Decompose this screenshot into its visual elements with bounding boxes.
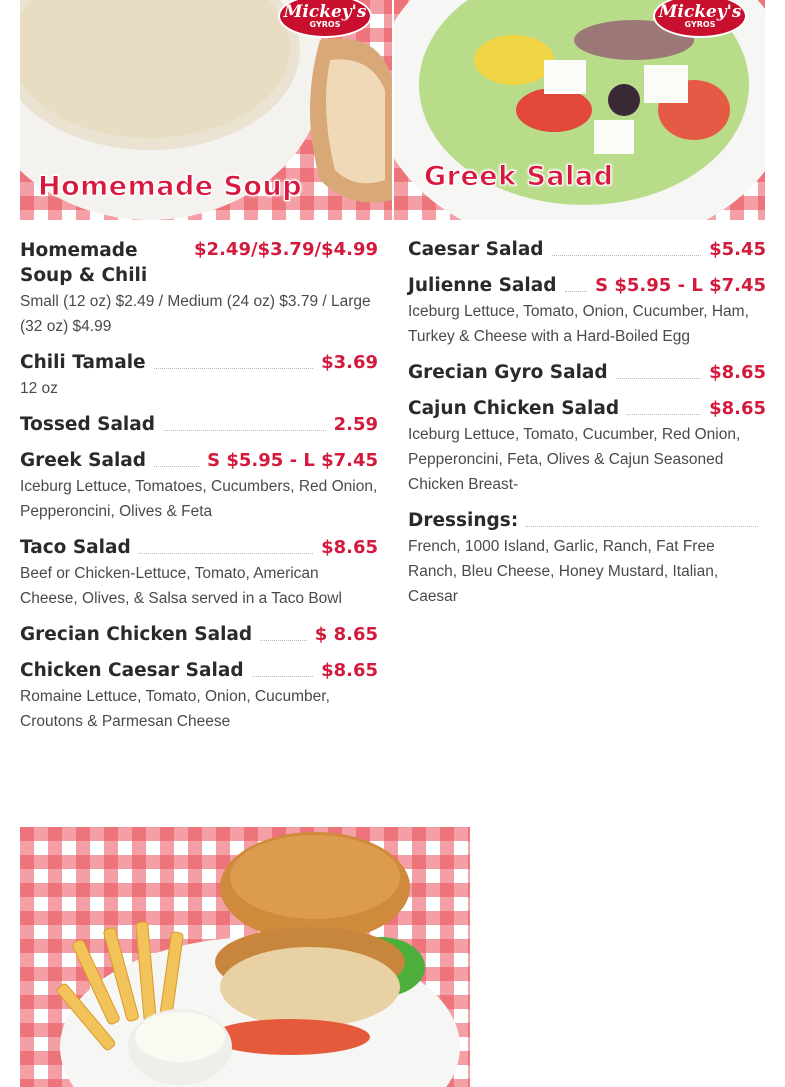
leader-dots [616,378,701,379]
item-description: Small (12 oz) $2.49 / Medium (24 oz) $3.79 / Large (32 oz) $4.99 [20,293,371,335]
item-name: Caesar Salad [408,239,544,260]
item-name: Julienne Salad [408,275,557,296]
leader-dots [526,526,758,527]
leader-dots [154,368,313,369]
photo-caption: Homemade Soup [38,171,303,202]
menu-item [20,623,378,647]
menu-item [408,361,766,385]
mickeys-logo: Mickey's GYROS [278,0,372,38]
item-name: Dressings: [408,510,519,531]
menu-item [20,351,378,401]
leader-dots [154,466,199,467]
menu-item [20,238,378,339]
menu-item [20,536,378,611]
menu-item [20,449,378,524]
item-price: S $5.95 - L $7.45 [595,275,766,296]
menu-item [408,238,766,262]
greek-salad-photo [394,0,765,220]
leader-dots [139,553,313,554]
item-name: Grecian Gyro Salad [408,362,608,383]
leader-dots [163,430,326,431]
item-price: $ 8.65 [314,624,378,645]
item-name: Cajun Chicken Salad [408,398,620,419]
item-price: S $5.95 - L $7.45 [207,450,378,471]
chicken-sandwich-photo [20,827,470,1087]
item-description: Iceburg Lettuce, Tomato, Onion, Cucumber, Ham, Turkey & Cheese with a Hard-Boiled Egg [408,303,749,345]
item-price: $8.65 [709,398,766,419]
menu-item [408,509,766,609]
item-price: $2.49/$3.79/$4.99 [194,239,378,260]
item-price: $8.65 [321,537,378,558]
menu-item [408,397,766,497]
item-description: French, 1000 Island, Garlic, Ranch, Fat Free Ranch, Bleu Cheese, Honey Mustard, Italian, Caesar [408,538,719,605]
item-price: $3.69 [321,352,378,373]
leader-dots [627,414,701,415]
mickeys-logo: Mickey's GYROS [653,0,747,38]
menu-column-left [20,238,378,746]
item-description: 12 oz [20,380,58,397]
item-price: $8.65 [321,660,378,681]
leader-dots [252,676,313,677]
item-name: Greek Salad [20,450,147,471]
menu-column-right [408,238,766,621]
menu-item [408,274,766,349]
leader-dots [565,291,588,292]
menu-item [20,659,378,734]
item-price: $5.45 [709,239,766,260]
leader-dots [552,255,702,256]
item-name: Grecian Chicken Salad [20,624,253,645]
item-name: Taco Salad [20,537,131,558]
item-name: Tossed Salad [20,414,156,435]
item-price: $8.65 [709,362,766,383]
item-description: Beef or Chicken-Lettuce, Tomato, American Cheese, Olives, & Salsa served in a Taco Bowl [20,565,342,607]
homemade-soup-photo [20,0,392,220]
item-name: Chili Tamale [20,352,146,373]
item-name: Homemade Soup & Chili [20,240,148,286]
menu-item [20,413,378,437]
item-description: Iceburg Lettuce, Tomatoes, Cucumbers, Red Onion, Pepperoncini, Olives & Feta [20,478,378,520]
photo-caption: Greek Salad [424,161,614,192]
item-description: Romaine Lettuce, Tomato, Onion, Cucumber, Croutons & Parmesan Cheese [20,688,330,730]
item-name: Chicken Caesar Salad [20,660,244,681]
leader-dots [260,640,307,641]
item-description: Iceburg Lettuce, Tomato, Cucumber, Red Onion, Pepperoncini, Feta, Olives & Cajun Seasoned Chicken Breast- [408,426,741,493]
item-price: 2.59 [333,414,378,435]
